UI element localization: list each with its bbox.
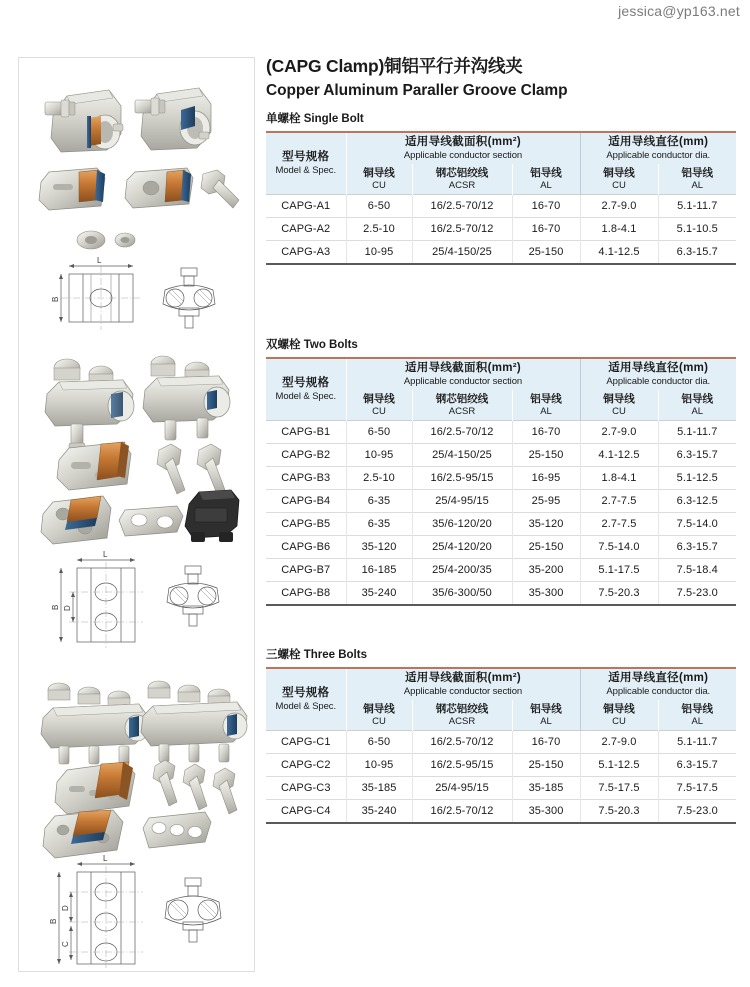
cell-dia-cu: 2.7-7.5	[580, 513, 658, 536]
cell-dia-al: 6.3-15.7	[658, 444, 736, 467]
cell-model: CAPG-A1	[266, 195, 346, 218]
spec-table-two-bolts	[266, 357, 736, 606]
dimension-label-L: L	[103, 550, 108, 559]
table-header-group-row	[266, 358, 736, 390]
cell-model: CAPG-C3	[266, 777, 346, 800]
cell-al: 35-300	[512, 582, 580, 606]
cell-acsr: 16/2.5-70/12	[412, 800, 512, 824]
cell-acsr: 16/2.5-70/12	[412, 218, 512, 241]
table-row	[266, 800, 736, 824]
cell-dia-cu: 4.1-12.5	[580, 241, 658, 265]
cell-dia-al: 5.1-12.5	[658, 467, 736, 490]
cell-al: 35-120	[512, 513, 580, 536]
cell-acsr: 25/4-95/15	[412, 490, 512, 513]
table-row	[266, 490, 736, 513]
cell-cu: 35-240	[346, 800, 412, 824]
table-row	[266, 444, 736, 467]
cell-cu: 2.5-10	[346, 218, 412, 241]
cell-dia-al: 7.5-17.5	[658, 777, 736, 800]
cell-al: 25-150	[512, 754, 580, 777]
dimension-label-L: L	[97, 256, 102, 265]
cell-dia-al: 6.3-15.7	[658, 536, 736, 559]
spec-table-three-bolts	[266, 667, 736, 824]
spec-table-body-0	[266, 195, 736, 265]
cell-dia-cu: 5.1-17.5	[580, 559, 658, 582]
header-sub-dia-al: 铝导线 AL	[658, 164, 736, 194]
table-row	[266, 241, 736, 265]
cell-dia-al: 5.1-10.5	[658, 218, 736, 241]
page-title-cn: (CAPG Clamp)铜铝平行并沟线夹	[266, 56, 523, 76]
cell-al: 25-150	[512, 444, 580, 467]
photo-group-two-bolts	[19, 340, 254, 660]
cell-model: CAPG-B4	[266, 490, 346, 513]
header-model-spec: 型号规格 Model & Spec.	[266, 358, 346, 421]
header-sub-al: 铝导线 AL	[512, 164, 580, 194]
spec-content	[266, 56, 736, 824]
cell-cu: 6-50	[346, 195, 412, 218]
cell-dia-cu: 5.1-12.5	[580, 754, 658, 777]
product-photo-panel	[18, 57, 255, 972]
cell-model: CAPG-A2	[266, 218, 346, 241]
header-sub-dia-al: 铝导线 AL	[658, 700, 736, 730]
header-conductor-dia: 适用导线直径(mm) Applicable conductor dia.	[580, 668, 736, 700]
cell-model: CAPG-B6	[266, 536, 346, 559]
cell-dia-al: 5.1-11.7	[658, 731, 736, 754]
dimension-label-B: B	[51, 296, 60, 302]
cell-dia-al: 5.1-11.7	[658, 195, 736, 218]
cell-al: 16-70	[512, 195, 580, 218]
cell-model: CAPG-B8	[266, 582, 346, 606]
cell-dia-cu: 7.5-17.5	[580, 777, 658, 800]
table-header-group-row	[266, 132, 736, 164]
header-sub-al: 铝导线 AL	[512, 700, 580, 730]
cell-model: CAPG-B2	[266, 444, 346, 467]
cell-dia-al: 6.3-15.7	[658, 754, 736, 777]
cell-dia-cu: 1.8-4.1	[580, 467, 658, 490]
header-conductor-dia: 适用导线直径(mm) Applicable conductor dia.	[580, 132, 736, 164]
cell-acsr: 35/6-120/20	[412, 513, 512, 536]
watermark-email: jessica@yp163.net	[618, 3, 740, 19]
header-conductor-section: 适用导线截面积(mm²) Applicable conductor section	[346, 668, 580, 700]
cell-model: CAPG-B3	[266, 467, 346, 490]
spec-table-body-1	[266, 421, 736, 606]
cell-al: 16-70	[512, 218, 580, 241]
spec-table-body-2	[266, 731, 736, 824]
cell-dia-al: 7.5-18.4	[658, 559, 736, 582]
dimension-label-D: D	[63, 605, 72, 611]
cell-cu: 35-240	[346, 582, 412, 606]
header-sub-acsr: 钢芯铝绞线 ACSR	[412, 164, 512, 194]
cell-model: CAPG-C2	[266, 754, 346, 777]
table-row	[266, 513, 736, 536]
cell-acsr: 25/4-120/20	[412, 536, 512, 559]
single-bolt-illustration	[19, 58, 254, 340]
cell-dia-cu: 1.8-4.1	[580, 218, 658, 241]
section-label-three-bolts	[266, 648, 736, 663]
cell-acsr: 25/4-95/15	[412, 777, 512, 800]
header-sub-al: 铝导线 AL	[512, 390, 580, 420]
cell-dia-cu: 2.7-9.0	[580, 195, 658, 218]
cell-acsr: 16/2.5-70/12	[412, 195, 512, 218]
cell-model: CAPG-B7	[266, 559, 346, 582]
cell-cu: 16-185	[346, 559, 412, 582]
table-row	[266, 754, 736, 777]
cell-dia-cu: 2.7-9.0	[580, 731, 658, 754]
dimension-label-L: L	[103, 854, 108, 863]
header-sub-cu: 铜导线 CU	[346, 164, 412, 194]
cell-al: 35-300	[512, 800, 580, 824]
header-model-spec: 型号规格 Model & Spec.	[266, 668, 346, 731]
header-sub-cu: 铜导线 CU	[346, 700, 412, 730]
cell-cu: 6-35	[346, 513, 412, 536]
cell-al: 25-150	[512, 241, 580, 265]
header-sub-acsr: 钢芯铝绞线 ACSR	[412, 700, 512, 730]
section-label-en-1: Two Bolts	[303, 339, 358, 352]
cell-al: 35-185	[512, 777, 580, 800]
cell-dia-al: 6.3-15.7	[658, 241, 736, 265]
cell-acsr: 25/4-150/25	[412, 444, 512, 467]
cell-model: CAPG-A3	[266, 241, 346, 265]
section-label-en-2: Three Bolts	[303, 649, 367, 662]
photo-group-single-bolt	[19, 58, 254, 340]
section-label-cn-0: 单螺栓	[266, 113, 301, 126]
table-row	[266, 467, 736, 490]
cell-dia-cu: 7.5-20.3	[580, 582, 658, 606]
dimension-label-C: C	[61, 941, 70, 947]
dimension-label-B: B	[51, 604, 60, 610]
cell-dia-cu: 7.5-14.0	[580, 536, 658, 559]
header-sub-dia-cu: 铜导线 CU	[580, 164, 658, 194]
cell-dia-cu: 2.7-9.0	[580, 421, 658, 444]
header-sub-dia-cu: 铜导线 CU	[580, 700, 658, 730]
cell-al: 16-70	[512, 731, 580, 754]
header-conductor-section: 适用导线截面积(mm²) Applicable conductor section	[346, 358, 580, 390]
cell-dia-al: 5.1-11.7	[658, 421, 736, 444]
cell-model: CAPG-B5	[266, 513, 346, 536]
header-sub-dia-al: 铝导线 AL	[658, 390, 736, 420]
cell-acsr: 25/4-200/35	[412, 559, 512, 582]
cell-cu: 10-95	[346, 241, 412, 265]
cell-acsr: 35/6-300/50	[412, 582, 512, 606]
cell-dia-al: 6.3-12.5	[658, 490, 736, 513]
page-title-en: Copper Aluminum Paraller Groove Clamp	[266, 81, 568, 99]
cell-acsr: 25/4-150/25	[412, 241, 512, 265]
header-sub-acsr: 钢芯铝绞线 ACSR	[412, 390, 512, 420]
section-label-en-0: Single Bolt	[303, 113, 364, 126]
cell-model: CAPG-B1	[266, 421, 346, 444]
header-conductor-dia: 适用导线直径(mm) Applicable conductor dia.	[580, 358, 736, 390]
three-bolts-illustration	[19, 660, 254, 971]
cell-acsr: 16/2.5-95/15	[412, 467, 512, 490]
section-label-single-bolt	[266, 112, 736, 127]
cell-al: 25-95	[512, 490, 580, 513]
cell-dia-al: 7.5-23.0	[658, 800, 736, 824]
cell-cu: 2.5-10	[346, 467, 412, 490]
cell-cu: 6-50	[346, 421, 412, 444]
cell-model: CAPG-C1	[266, 731, 346, 754]
cell-cu: 35-185	[346, 777, 412, 800]
header-model-spec: 型号规格 Model & Spec.	[266, 132, 346, 195]
cell-cu: 10-95	[346, 754, 412, 777]
cell-al: 35-200	[512, 559, 580, 582]
table-row	[266, 582, 736, 606]
cell-dia-al: 7.5-14.0	[658, 513, 736, 536]
cell-dia-cu: 7.5-20.3	[580, 800, 658, 824]
cell-acsr: 16/2.5-70/12	[412, 731, 512, 754]
dimension-label-B: B	[49, 918, 58, 924]
photo-group-three-bolts	[19, 660, 254, 971]
dimension-label-D: D	[61, 905, 70, 911]
cell-al: 25-150	[512, 536, 580, 559]
cell-model: CAPG-C4	[266, 800, 346, 824]
section-label-cn-2: 三螺栓	[266, 649, 301, 662]
header-conductor-section: 适用导线截面积(mm²) Applicable conductor section	[346, 132, 580, 164]
header-sub-cu: 铜导线 CU	[346, 390, 412, 420]
cell-dia-cu: 4.1-12.5	[580, 444, 658, 467]
cell-acsr: 16/2.5-95/15	[412, 754, 512, 777]
table-header-group-row	[266, 668, 736, 700]
cell-cu: 35-120	[346, 536, 412, 559]
header-sub-dia-cu: 铜导线 CU	[580, 390, 658, 420]
cell-cu: 6-50	[346, 731, 412, 754]
section-label-cn-1: 双螺栓	[266, 339, 301, 352]
cell-cu: 6-35	[346, 490, 412, 513]
table-row	[266, 777, 736, 800]
cell-dia-al: 7.5-23.0	[658, 582, 736, 606]
table-row	[266, 421, 736, 444]
spec-table-single-bolt	[266, 131, 736, 265]
table-row	[266, 731, 736, 754]
table-row	[266, 559, 736, 582]
cell-cu: 10-95	[346, 444, 412, 467]
cell-al: 16-70	[512, 421, 580, 444]
cell-al: 16-95	[512, 467, 580, 490]
table-row	[266, 218, 736, 241]
cell-acsr: 16/2.5-70/12	[412, 421, 512, 444]
two-bolts-illustration	[19, 340, 254, 660]
table-row	[266, 536, 736, 559]
section-label-two-bolts	[266, 338, 736, 353]
table-row	[266, 195, 736, 218]
cell-dia-cu: 2.7-7.5	[580, 490, 658, 513]
